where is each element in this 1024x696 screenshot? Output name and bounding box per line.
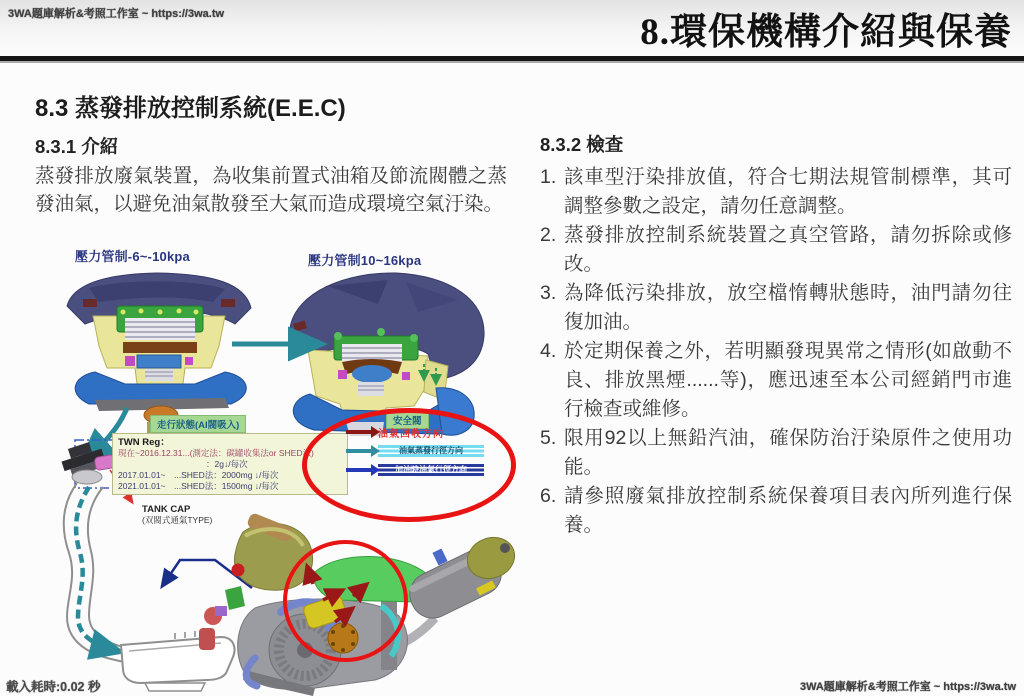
item-text: 為降低污染排放，放空檔惰轉狀態時，油門請勿往復加油。 xyxy=(564,282,1012,333)
engine-annotation-circle xyxy=(283,540,408,662)
legend-annotation-circle xyxy=(302,408,516,522)
inspection-list xyxy=(540,163,1012,540)
safety-valve-label: 安全閥 xyxy=(386,411,429,429)
twn-reg-line: ：2g↓/每次 xyxy=(206,459,248,469)
twn-reg-title: TWN Reg： xyxy=(118,437,170,448)
item-text: 於定期保養之外，若明顯發現異常之情形(如啟動不良、排放黑煙......等)，應迅速至本公司經銷門市進行檢查或維修。 xyxy=(564,340,1012,420)
pressure-label-left: 壓力管制-6~-10kpa xyxy=(75,249,190,264)
right-column xyxy=(540,131,1012,540)
load-time-note: 載入耗時:0.02 秒 xyxy=(6,680,101,694)
watermark-bottom-right: 3WA題庫解析&考照工作室 ~ https://3wa.tw xyxy=(799,681,1016,693)
list-item xyxy=(540,337,1012,424)
twn-reg-line: 2021.01.01~ ...SHED法：1500mg ↓/每次 xyxy=(118,481,279,491)
legend-label: 油氣蒸發行徑方向 xyxy=(378,445,484,457)
pressure-label-right: 壓力管制10~16kpa xyxy=(308,253,422,268)
item-number: 1. xyxy=(540,166,557,188)
valve-cutaway-left xyxy=(67,273,251,438)
legend-label: 油氣回收方向 xyxy=(378,428,444,440)
tank-cap-title: TANK CAP xyxy=(142,504,191,515)
tank-cap-type: (双閥式通氣TYPE) xyxy=(142,515,213,525)
twn-reg-line: 2017.01.01~ ...SHED法：2000mg ↓/每次 xyxy=(118,470,279,480)
running-state-label: 走行狀態(AI閥吸入) xyxy=(150,415,246,433)
eec-diagram xyxy=(30,240,522,696)
item-number: 2. xyxy=(540,224,557,246)
list-item xyxy=(540,279,1012,337)
list-item xyxy=(540,482,1012,540)
header-rule xyxy=(0,56,1024,61)
list-item xyxy=(540,424,1012,482)
watermark-top-left: 3WA題庫解析&考照工作室 ~ https://3wa.tw xyxy=(8,8,225,20)
inspection-heading: 8.3.2 檢查 xyxy=(540,134,624,155)
item-text: 該車型汙染排放值，符合七期法規管制標準，其可調整參數之設定，請勿任意調整。 xyxy=(564,166,1012,217)
left-column xyxy=(35,88,507,218)
section-title: 8.3 蒸發排放控制系統(E.E.C) xyxy=(35,95,346,122)
item-text: 限用92以上無鉛汽油，確保防治汙染原件之使用功能。 xyxy=(564,427,1012,478)
item-number: 5. xyxy=(540,427,557,449)
item-number: 3. xyxy=(540,282,557,304)
intro-paragraph: 蒸發排放廢氣裝置，為收集前置式油箱及節流閥體之蒸發油氣，以避免油氣散發至大氣而造成環境空氣汙染。 xyxy=(35,165,507,215)
item-text: 蒸發排放控制系統裝置之真空管路，請勿拆除或修改。 xyxy=(564,224,1012,275)
item-number: 6. xyxy=(540,485,557,507)
twn-reg-line: 現在~2016.12.31...(測定法：碳罐收集法or SHED法) xyxy=(118,448,314,458)
item-number: 4. xyxy=(540,340,557,362)
tank-cap-label xyxy=(142,504,212,526)
list-item xyxy=(540,163,1012,221)
legend-label: 加油時油氣行徑方向 xyxy=(378,464,484,476)
page-header xyxy=(0,0,1024,56)
intro-heading: 8.3.1 介紹 xyxy=(35,136,119,157)
item-text: 請參照廢氣排放控制系統保養項目表內所列進行保養。 xyxy=(564,485,1012,536)
list-item xyxy=(540,221,1012,279)
chapter-title: 8.環保機構介紹與保養 xyxy=(640,12,1012,53)
